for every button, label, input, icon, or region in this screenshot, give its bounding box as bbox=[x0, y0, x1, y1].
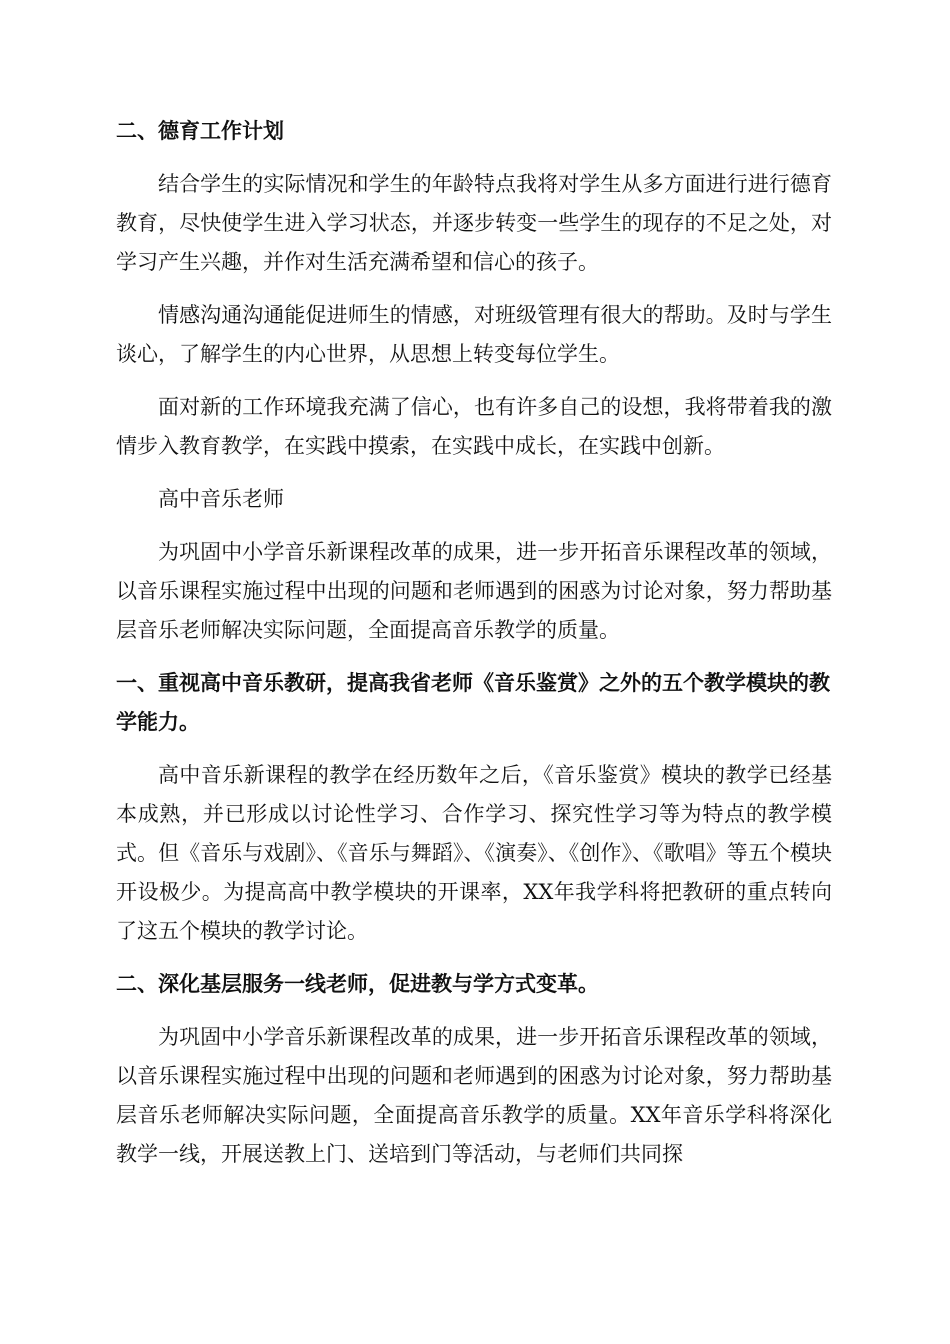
section-heading-moral-education: 二、德育工作计划 bbox=[116, 119, 284, 143]
paragraph-new-environment: 面对新的工作环境我充满了信心，也有许多自己的设想，我将带着我的激情步入教育教学，在实践中摸索，在实践中成长，在实践中创新。 bbox=[116, 395, 832, 458]
paragraph-emotional-communication: 情感沟通沟通能促进师生的情感，对班级管理有很大的帮助。及时与学生谈心，了解学生的内心世界，从思想上转变每位学生。 bbox=[116, 303, 832, 366]
section-heading-music-research: 一、重视高中音乐教研，提高我省老师《音乐鉴赏》之外的五个教学模块的教学能力。 bbox=[116, 671, 830, 734]
document-subtitle: 高中音乐老师 bbox=[158, 487, 284, 511]
section-heading-frontline-service: 二、深化基层服务一线老师，促进教与学方式变革。 bbox=[116, 972, 599, 996]
paragraph-music-modules: 高中音乐新课程的教学在经历数年之后，《音乐鉴赏》模块的教学已经基本成熟，并已形成以讨论性学习、合作学习、探究性学习等为特点的教学模式。但《音乐与戏剧》、《音乐与舞蹈》、《演奏》、《创作》、《歌唱》等五个模块开设极少。为提高高中教学模块的开课率，XX年我学科将把教研的重点转向了这五个模块的教学讨论。 bbox=[116, 763, 832, 943]
paragraph-music-reform-intro: 为巩固中小学音乐新课程改革的成果，进一步开拓音乐课程改革的领域，以音乐课程实施过程中出现的问题和老师遇到的困惑为讨论对象，努力帮助基层音乐老师解决实际问题，全面提高音乐教学的质量。 bbox=[116, 540, 832, 642]
document-page bbox=[116, 112, 832, 1188]
paragraph-frontline-service: 为巩固中小学音乐新课程改革的成果，进一步开拓音乐课程改革的领域，以音乐课程实施过程中出现的问题和老师遇到的困惑为讨论对象，努力帮助基层音乐老师解决实际问题，全面提高音乐教学的质量。XX年音乐学科将深化教学一线，开展送教上门、送培到门等活动，与老师们共同探 bbox=[116, 1025, 832, 1166]
paragraph-moral-education: 结合学生的实际情况和学生的年龄特点我将对学生从多方面进行进行德育教育，尽快使学生进入学习状态，并逐步转变一些学生的现存的不足之处，对学习产生兴趣，并作对生活充满希望和信心的孩子。 bbox=[116, 172, 832, 274]
